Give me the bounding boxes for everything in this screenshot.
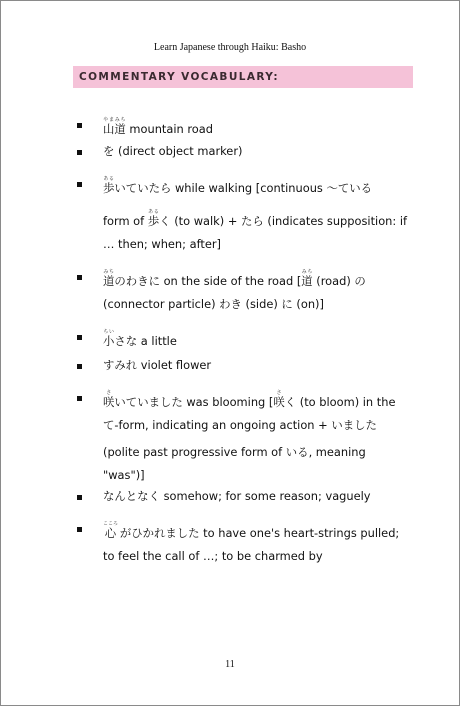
entry-line: 咲さいていました was blooming [咲さく (to bloom) in the — [103, 390, 396, 409]
bullet-marker — [77, 275, 82, 280]
running-header: Learn Japanese through Haiku: Basho — [153, 42, 307, 53]
bullet-marker — [77, 150, 82, 155]
kanji-with-furigana: 小ちい — [103, 329, 115, 348]
entry-line: て-form, indicating an ongoing action + いました — [103, 418, 377, 432]
vocabulary-list — [1, 1, 459, 705]
entry-line: (connector particle) わき (side) に (on)] — [103, 297, 324, 311]
entry-line: (polite past progressive form of いる, meaning — [103, 445, 366, 459]
furigana: こころ — [103, 521, 119, 527]
furigana: ちい — [103, 329, 115, 335]
bullet-marker — [77, 495, 82, 500]
furigana: やまみち — [103, 117, 126, 123]
furigana: みち — [103, 269, 115, 275]
kanji-with-furigana: 歩ある — [147, 209, 160, 228]
entry-line: すみれ violet flower — [103, 358, 212, 372]
kanji-with-furigana: 道みち — [301, 269, 313, 288]
entry-line: 山道やまみち mountain road — [103, 117, 213, 136]
kanji-with-furigana: 咲さ — [103, 390, 115, 409]
section-title: COMMENTARY VOCABULARY: — [79, 71, 279, 83]
bullet-marker — [77, 335, 82, 340]
bullet-marker — [77, 182, 82, 187]
entry-line: 道みちのわきに on the side of the road [道みち (road) の — [103, 269, 366, 288]
entry-line: to feel the call of …; to be charmed by — [103, 549, 323, 563]
kanji-with-furigana: 歩ある — [103, 176, 115, 195]
furigana: ある — [103, 176, 115, 182]
furigana: さ — [273, 390, 285, 396]
furigana: さ — [103, 390, 115, 396]
kanji-with-furigana: 山道やまみち — [103, 117, 126, 136]
entry-line: "was")] — [103, 468, 145, 482]
page-number: 11 — [225, 659, 235, 670]
kanji-with-furigana: 道みち — [103, 269, 115, 288]
entry-line: form of 歩あるく (to walk) + たら (indicates supposition: if — [103, 209, 408, 228]
kanji-with-furigana: 心こころ — [103, 521, 119, 540]
entry-line: 歩あるいていたら while walking [continuous ～ている — [103, 176, 373, 195]
kanji-with-furigana: 咲さ — [273, 390, 285, 409]
entry-line: を (direct object marker) — [103, 144, 243, 158]
bullet-marker — [77, 527, 82, 532]
furigana: ある — [147, 209, 160, 215]
entry-line: なんとなく somehow; for some reason; vaguely — [103, 489, 371, 503]
bullet-marker — [77, 364, 82, 369]
entry-line: 心こころ がひかれました to have one's heart-strings pulled; — [103, 521, 400, 540]
bullet-marker — [77, 123, 82, 128]
entry-line: 小ちいさな a little — [103, 329, 177, 348]
entry-line: … then; when; after] — [103, 237, 221, 251]
furigana: みち — [301, 269, 313, 275]
bullet-marker — [77, 396, 82, 401]
